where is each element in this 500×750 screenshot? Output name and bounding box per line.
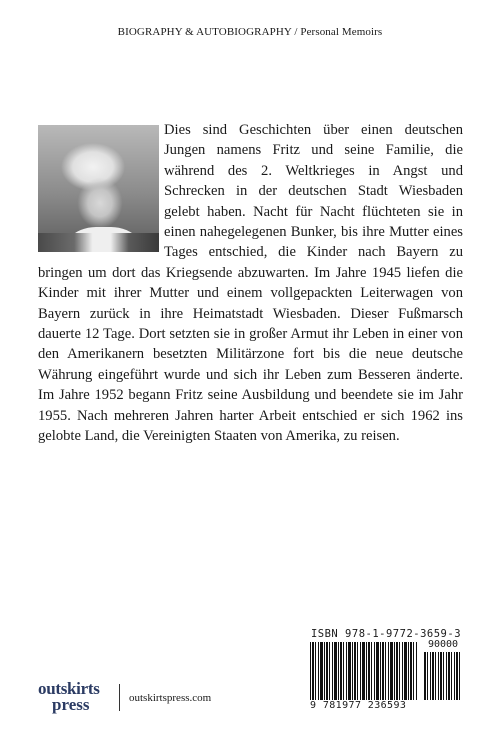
publisher-website: outskirtspress.com [129,692,212,704]
logo-divider [119,684,120,711]
barcode-addon-bars [424,652,462,700]
publisher-logo-line1: outskirts [38,679,100,698]
publisher-logo [38,681,110,715]
photo-spacer [38,120,164,260]
barcode-ean-number: 9 781977 236593 [310,700,407,711]
isbn-barcode [310,628,462,713]
barcode-main-bars [310,642,418,700]
barcode-addon-number: 90000 [427,639,459,650]
book-description-block [38,120,463,447]
publisher-logo-line2: press [52,695,90,714]
book-category: BIOGRAPHY & AUTOBIOGRAPHY / Personal Memoirs [117,26,383,38]
isbn-label: ISBN 978-1-9772-3659-3 [310,628,462,640]
book-description: Dies sind Geschichten über einen deutschen Jungen namens Fritz und seine Familie, die während des 2. Weltkrieges in Angst und Schrecken in der deutschen Stadt Wiesbaden gelebt haben. Nacht für Nacht flüchteten sie in einen nahegelegenen Bunker, bis ihre Mutter eines Tages entschied, die Kinder nach Bayern zu bringen um dort das Kriegsende abzuwarten. Im Jahre 1945 liefen die Kinder mit ihrer Mutter und einem vollgepackten Leiterwagen von Bayern zurück in ihre Heimatstadt Wiesbaden. Dieser Fußmarsch dauerte 12 Tage. Dort setzten sie in großer Armut ihr Leben in einer von den Amerikanern besetzten Militärzone fort bis die neue deutsche Währung eingeführt wurde und sich ihr Leben zum Besseren änderte. Im Jahre 1952 begann Fritz seine Ausbildung und beendete sie im Jahr 1955. Nach mehreren Jahren harter Arbeit entschied er sich 1962 ins gelobte Land, die Vereinigten Staaten von Amerika, zu reisen. [38,122,463,445]
